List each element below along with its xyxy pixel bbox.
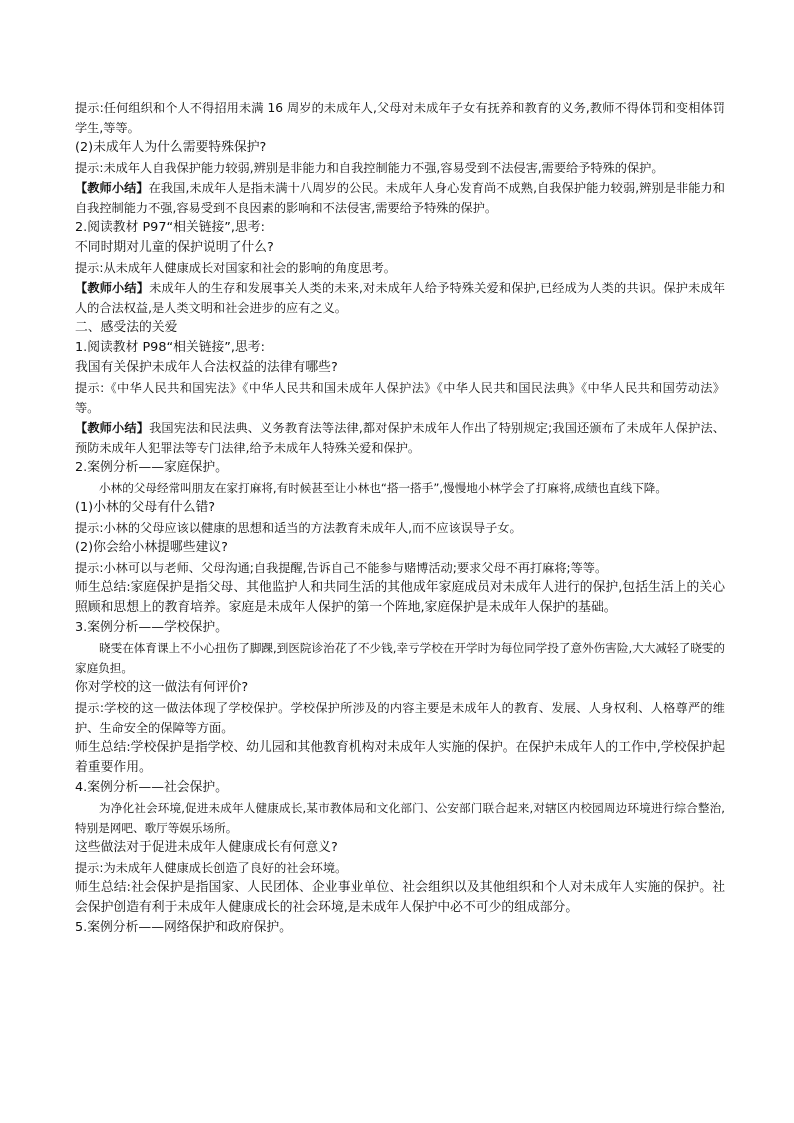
case-text: 为净化社会环境,促进未成年人健康成长,某市教体局和文化部门、公安部门联合起来,对辖区内校园周边环境进行综合整治,特别是网吧、歌厅等娱乐场所。 [75,801,725,835]
hint-paragraph: 提示:小林可以与老师、父母沟通;自我提醒,告诉自己不能参与赌博活动;要求父母不再打麻将;等等。 [75,561,608,575]
reading-prompt: 2.阅读教材 P97“相关链接”,思考: [75,220,265,235]
teacher-summary [75,418,725,458]
teacher-summary [75,278,725,318]
question: (2)你会给小林提哪些建议? [75,540,228,555]
teacher-summary [75,178,725,218]
class-summary: 师生总结:社会保护是指国家、人民团体、企业事业单位、社会组织以及其他组织和个人对未成年人实施的保护。社会保护创造有利于未成年人健康成长的社会环境,是未成年人保护中必不可少的组成部分。 [75,880,725,915]
hint-paragraph: 提示:从未成年人健康成长对国家和社会的影响的角度思考。 [75,261,396,275]
case-heading: 5.案例分析——网络保护和政府保护。 [75,920,292,935]
section-heading: 二、感受法的关爱 [75,320,178,335]
question: 你对学校的这一做法有何评价? [75,680,249,695]
summary-text: 我国宪法和民法典、义务教育法等法律,都对保护未成年人作出了特别规定;我国还颁布了未成年人保护法、预防未成年人犯罪法等专门法律,给予未成年人特殊关爱和保护。 [75,421,725,455]
case-heading: 3.案例分析——学校保护。 [75,620,228,635]
summary-label: 【教师小结】 [75,421,150,435]
case-text: 晓雯在体育课上不小心扭伤了脚踝,到医院诊治花了不少钱,幸亏学校在开学时为每位同学投了意外伤害险,大大减轻了晓雯的家庭负担。 [75,641,725,675]
question: 这些做法对于促进未成年人健康成长有何意义? [75,840,338,855]
question: 不同时期对儿童的保护说明了什么? [75,240,274,255]
hint-paragraph: 提示:学校的这一做法体现了学校保护。学校保护所涉及的内容主要是未成年人的教育、发展、人身权利、人格尊严的维护、生命安全的保障等方面。 [75,701,725,735]
hint-paragraph: 提示:任何组织和个人不得招用未满 16 周岁的未成年人,父母对未成年子女有抚养和教育的义务,教师不得体罚和变相体罚学生,等等。 [75,101,725,135]
hint-paragraph: 提示:为未成年人健康成长创造了良好的社会环境。 [75,861,348,875]
case-text: 小林的父母经常叫朋友在家打麻将,有时候甚至让小林也“搭一搭手”,慢慢地小林学会了打麻将,成绩也直线下降。 [99,481,667,495]
question: (1)小林的父母有什么错? [75,500,216,515]
summary-label: 【教师小结】 [75,181,149,195]
case-heading: 2.案例分析——家庭保护。 [75,460,228,475]
question: 我国有关保护未成年人合法权益的法律有哪些? [75,360,338,375]
class-summary: 师生总结:学校保护是指学校、幼儿园和其他教育机构对未成年人实施的保护。在保护未成年人的工作中,学校保护起着重要作用。 [75,740,725,775]
hint-paragraph: 提示:未成年人自我保护能力较弱,辨别是非能力和自我控制能力不强,容易受到不法侵害,需要给予特殊的保护。 [75,161,664,175]
hint-paragraph: 提示:小林的父母应该以健康的思想和适当的方法教育未成年人,而不应该误导子女。 [75,521,522,535]
document-body [75,98,725,938]
summary-label: 【教师小结】 [75,281,150,295]
question: (2)未成年人为什么需要特殊保护? [75,140,267,155]
hint-paragraph: 提示:《中华人民共和国宪法》《中华人民共和国未成年人保护法》《中华人民共和国民法典》《中华人民共和国劳动法》等。 [75,381,725,415]
summary-text: 未成年人的生存和发展事关人类的未来,对未成年人给予特殊关爱和保护,已经成为人类的共识。保护未成年人的合法权益,是人类文明和社会进步的应有之义。 [75,281,726,315]
reading-prompt: 1.阅读教材 P98“相关链接”,思考: [75,340,265,355]
class-summary: 师生总结:家庭保护是指父母、其他监护人和共同生活的其他成年家庭成员对未成年人进行的保护,包括生活上的关心照顾和思想上的教育培养。家庭是未成年人保护的第一个阵地,家庭保护是未成年人保护的基础。 [75,580,725,615]
case-heading: 4.案例分析——社会保护。 [75,780,228,795]
summary-text: 在我国,未成年人是指未满十八周岁的公民。未成年人身心发育尚不成熟,自我保护能力较弱,辨别是非能力和自我控制能力不强,容易受到不良因素的影响和不法侵害,需要给予特殊的保护。 [75,181,725,215]
